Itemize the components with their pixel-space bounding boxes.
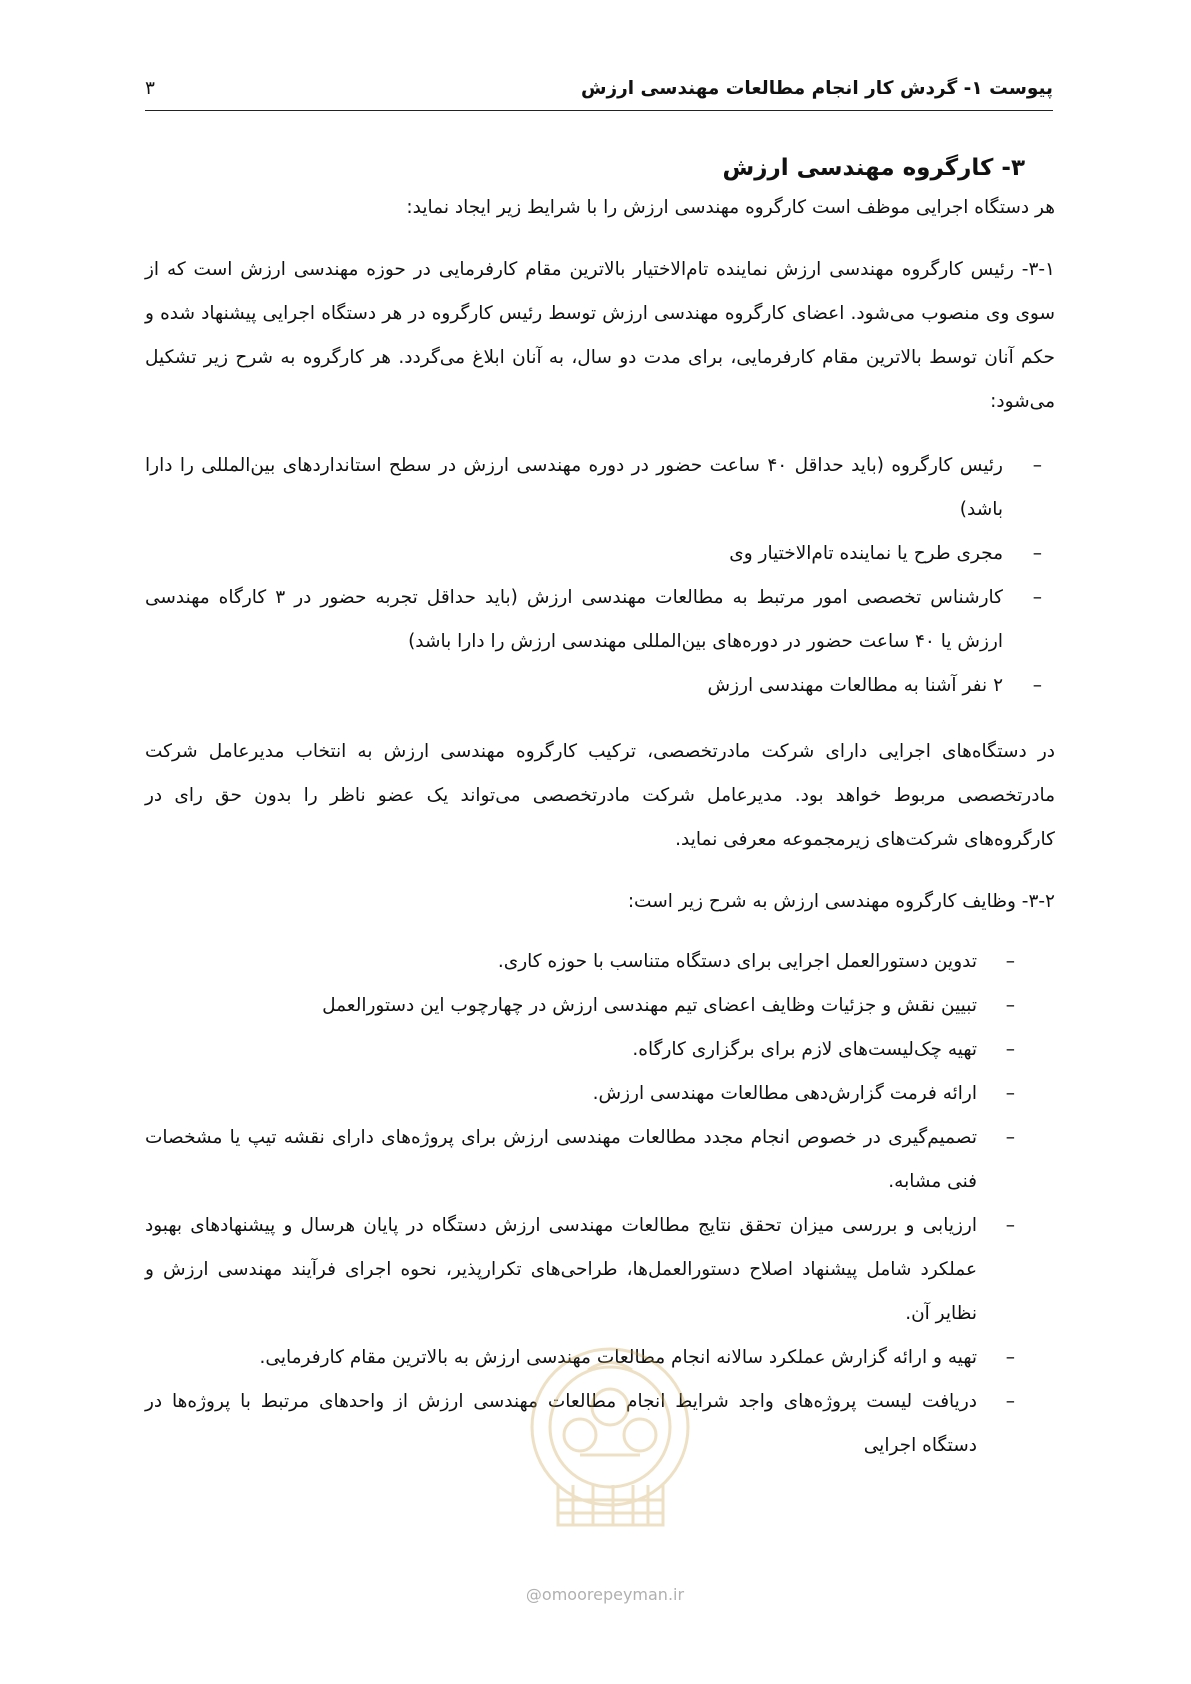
list-item	[145, 1204, 1055, 1336]
list-item	[145, 444, 1055, 532]
duty-text: دریافت لیست پروژه‌های واجد شرایط انجام مطالعات مهندسی ارزش از واحدهای مرتبط با پروژه‌ها در دستگاه اجرایی	[145, 1391, 977, 1456]
duty-text: ارزیابی و بررسی میزان تحقق نتایج مطالعات مهندسی ارزش دستگاه در پایان هرسال و پیشنهادهای بهبود عملکرد شامل پیشنهاد اصلاح دستورالعمل‌ها، طراحی‌های تکرارپذیر، نحوه اجرای فرآیند مهندسی ارزش و نظایر آن.	[145, 1215, 977, 1324]
member-text: رئیس کارگروه (باید حداقل ۴۰ ساعت حضور در دوره مهندسی ارزش در سطح استانداردهای بین‌المللی را دارا باشد)	[145, 455, 1003, 520]
duty-text: تهیه و ارائه گزارش عملکرد سالانه انجام مطالعات مهندسی ارزش به بالاترین مقام کارفرمایی.	[259, 1347, 977, 1368]
page-header	[145, 72, 1053, 111]
duty-text: تبیین نقش و جزئیات وظایف اعضای تیم مهندسی ارزش در چهارچوب این دستورالعمل	[322, 995, 977, 1016]
duty-text: تصمیم‌گیری در خصوص انجام مجدد مطالعات مهندسی ارزش برای پروژه‌های دارای نقشه تیپ یا مشخصات فنی مشابه.	[145, 1127, 977, 1192]
header-title: پیوست ۱- گردش کار انجام مطالعات مهندسی ارزش	[580, 78, 1053, 99]
member-text: مجری طرح یا نماینده تام‌الاختیار وی	[729, 543, 1003, 564]
members-list	[145, 444, 1055, 708]
dash-bullet: –	[1005, 1215, 1015, 1236]
dash-bullet: –	[1032, 543, 1042, 564]
watermark-site: @omoorepeyman.ir	[525, 1585, 685, 1604]
list-item	[145, 1072, 1055, 1116]
clause-2-title: ۳-۲- وظایف کارگروه مهندسی ارزش به شرح زیر است:	[627, 891, 1055, 912]
member-text: ۲ نفر آشنا به مطالعات مهندسی ارزش	[707, 675, 1003, 696]
watermark-logo	[518, 1335, 703, 1545]
dash-bullet: –	[1032, 587, 1042, 608]
dash-bullet: –	[1005, 1347, 1015, 1368]
dash-bullet: –	[1032, 455, 1042, 476]
list-item	[145, 664, 1055, 708]
clause-1-note: در دستگاه‌های اجرایی دارای شرکت مادرتخصصی، ترکیب کارگروه مهندسی ارزش به انتخاب مدیرعامل شرکت مادرتخصصی مربوط خواهد بود. مدیرعامل شرکت مادرتخصصی می‌تواند یک عضو ناظر را بدون حق رای در کارگروه‌های شرکت‌های زیرمجموعه معرفی نماید.	[145, 741, 1055, 850]
duty-text: ارائه فرمت گزارش‌دهی مطالعات مهندسی ارزش.	[592, 1083, 977, 1104]
list-item	[145, 984, 1055, 1028]
dash-bullet: –	[1032, 675, 1042, 696]
list-item	[145, 1116, 1055, 1204]
list-item	[145, 940, 1055, 984]
dash-bullet: –	[1005, 1127, 1015, 1148]
duty-text: تهیه چک‌لیست‌های لازم برای برگزاری کارگاه.	[632, 1039, 977, 1060]
member-text: کارشناس تخصصی امور مرتبط به مطالعات مهندسی ارزش (باید حداقل تجربه حضور در ۳ کارگاه مهندسی ارزش یا ۴۰ ساعت حضور در دوره‌های بین‌المللی مهندسی ارزش را دارا باشد)	[145, 587, 1003, 652]
list-item	[145, 576, 1055, 664]
dash-bullet: –	[1005, 1083, 1015, 1104]
section-intro: هر دستگاه اجرایی موظف است کارگروه مهندسی ارزش را با شرایط زیر ایجاد نماید:	[406, 197, 1055, 218]
dash-bullet: –	[1005, 1039, 1015, 1060]
list-item	[145, 1028, 1055, 1072]
seal-gear-icon	[532, 1349, 688, 1525]
section-title: ۳- کارگروه مهندسی ارزش	[722, 155, 1025, 181]
dash-bullet: –	[1005, 1391, 1015, 1412]
clause-1-text: ۳-۱- رئیس کارگروه مهندسی ارزش نماینده تام‌الاختیار بالاترین مقام کارفرمایی در حوزه مهندسی ارزش است که از سوی وی منصوب می‌شود. اعضای کارگروه مهندسی ارزش توسط رئیس کارگروه در هر دستگاه اجرایی پیشنهاد شده و حکم آنان توسط بالاترین مقام کارفرمایی، برای مدت دو سال، به آنان ابلاغ می‌گردد. هر کارگروه به شرح زیر تشکیل می‌شود:	[145, 259, 1055, 412]
page-number: ۳	[145, 78, 155, 99]
dash-bullet: –	[1005, 951, 1015, 972]
dash-bullet: –	[1005, 995, 1015, 1016]
page-content	[145, 148, 1055, 1490]
duty-text: تدوین دستورالعمل اجرایی برای دستگاه متناسب با حوزه کاری.	[497, 951, 977, 972]
list-item	[145, 532, 1055, 576]
